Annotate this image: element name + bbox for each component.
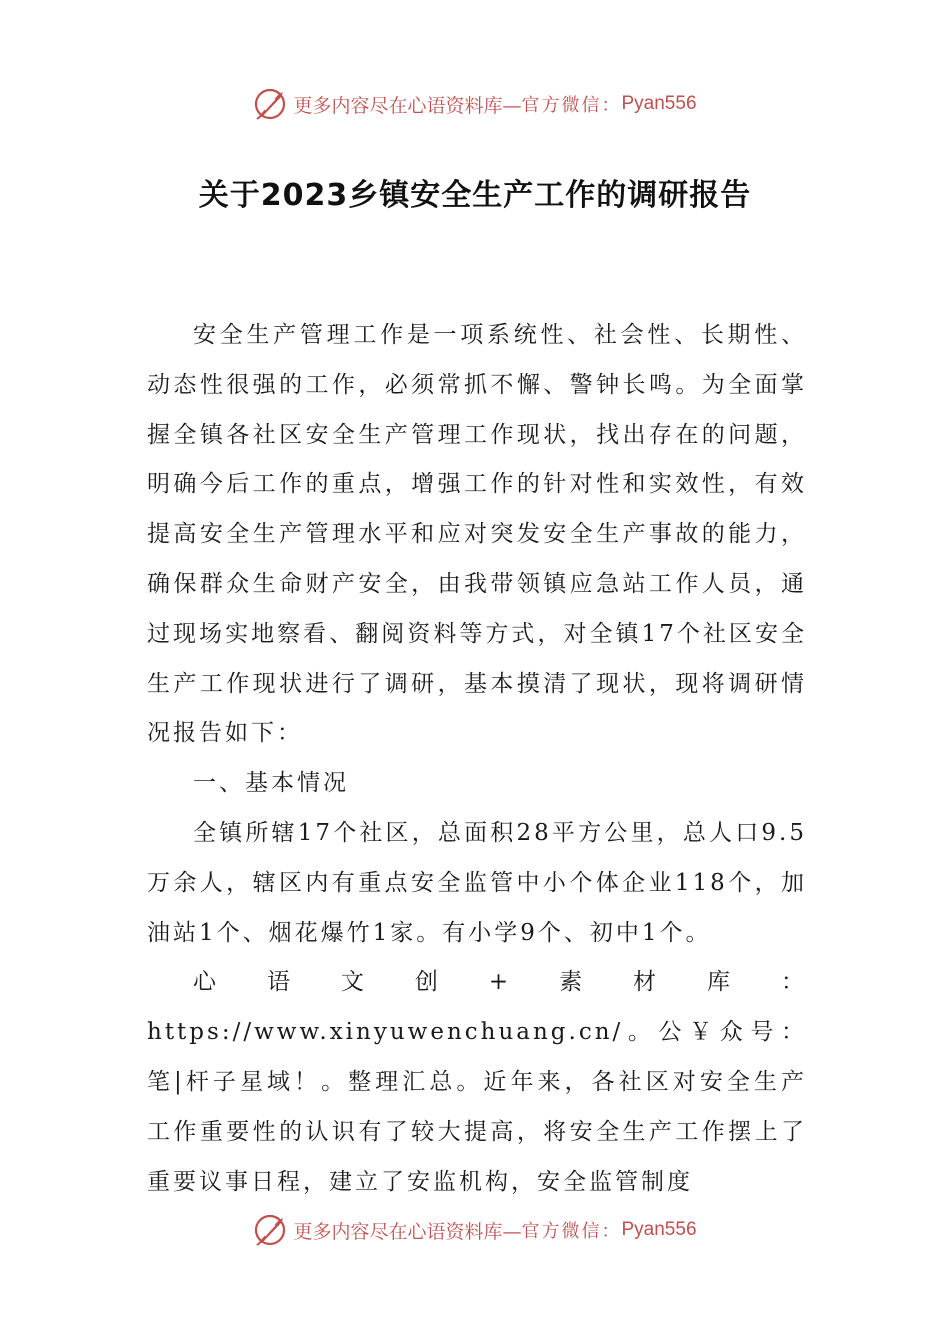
paragraph-recent-years: 心语文创+素材库：https://www.xinyuwenchuang.cn/。公￥众号：笔|杆子星域！。整理汇总。近年来，各社区对安全生产工作重要性的认识有了较大提高，将安全生产工作摆上了重要议事日程，建立了安监机构，安全监管制度 xyxy=(147,969,807,1195)
header-banner xyxy=(0,84,950,124)
quill-pen-logo-icon xyxy=(253,86,289,122)
footer-banner xyxy=(0,1210,950,1250)
paragraph-basic-info: 全镇所辖17个社区，总面积28平方公里，总人口9.5万余人，辖区内有重点安全监管中小个体企业118个，加油站1个、烟花爆竹1家。有小学9个、初中1个。 xyxy=(147,819,807,946)
quill-pen-logo-icon xyxy=(253,1212,289,1248)
document-body xyxy=(147,311,807,1207)
banner-wechat-id: Pyan556 xyxy=(621,93,697,114)
banner-wechat-id: Pyan556 xyxy=(621,1219,697,1240)
banner-text: 更多内容尽在心语资料库— xyxy=(293,1220,522,1243)
banner-text: 更多内容尽在心语资料库— xyxy=(293,94,522,117)
section-heading: 一、基本情况 xyxy=(193,770,349,797)
banner-wechat-label: 官方微信： xyxy=(521,95,622,116)
page-title: 关于2023乡镇安全生产工作的调研报告 xyxy=(198,178,752,213)
banner-wechat-label: 官方微信： xyxy=(521,1221,622,1242)
paragraph-intro: 安全生产管理工作是一项系统性、社会性、长期性、动态性很强的工作，必须常抓不懈、警钟长鸣。为全面掌握全镇各社区安全生产管理工作现状，找出存在的问题，明确今后工作的重点，增强工作的针对性和实效性，有效提高安全生产管理水平和应对突发安全生产事故的能力，确保群众生命财产安全，由我带领镇应急站工作人员，通过现场实地察看、翻阅资料等方式，对全镇17个社区安全生产工作现状进行了调研，基本摸清了现状，现将调研情况报告如下： xyxy=(147,322,807,747)
